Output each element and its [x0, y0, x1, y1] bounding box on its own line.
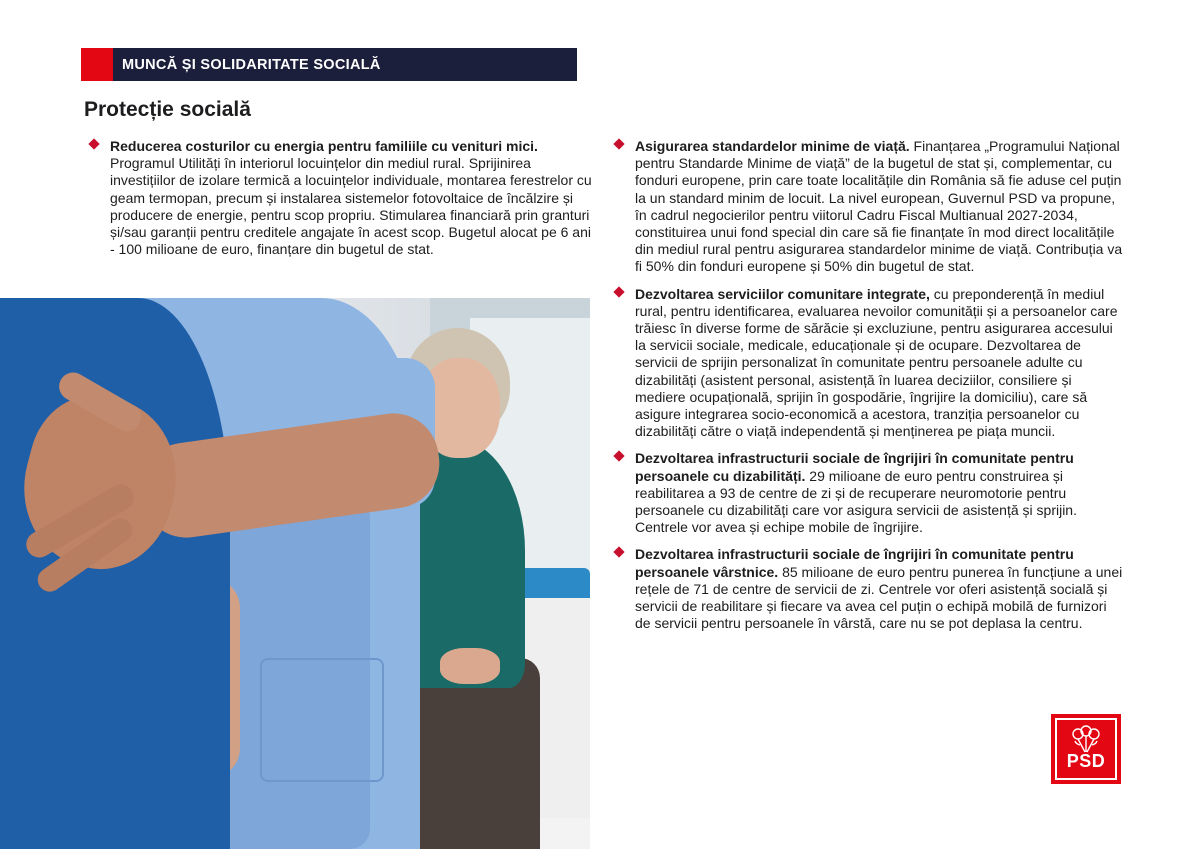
bullet-body: 29 milioane de euro pentru construirea și reabilitarea a 93 de centre de zi și de recuperare neuromotorie pentru persoanele cu dizabilități care vor asigura servicii de asistență și sprijin. Centrele vor avea și echipe mobile de îngrijire. [635, 467, 1077, 536]
diamond-bullet-icon [613, 451, 624, 462]
psd-logo [1051, 714, 1121, 784]
banner-accent [81, 48, 113, 81]
photo-nurse-pocket [260, 658, 384, 782]
bullet-title: Asigurarea standardelor minime de viață. [635, 138, 910, 154]
bullet-item [613, 286, 1123, 441]
right-column [613, 138, 1123, 642]
bullet-title: Reducerea costurilor cu energia pentru familiile cu venituri mici. [110, 138, 538, 154]
diamond-bullet-icon [613, 286, 624, 297]
bullet-body: Finanțarea „Programului Național pentru Standarde Minime de viață” de la bugetul de stat și, complementar, cu fonduri europene, prin care toate localitățile din România să fie aduse cel puțin la un standard minim de locuit. La nivel european, Guvernul PSD va propune, în cadrul negocierilor pentru viitorul Cadru Fiscal Multianual 2027-2034, constituirea unui fond special din care să fie finanțate în mod direct localitățile din mediul rural pentru asigurarea standardelor minime de viață. Contribuția va fi 50% din fonduri europene și 50% din bugetul de stat. [635, 138, 1123, 275]
diamond-bullet-icon [88, 138, 99, 149]
bullet-item [613, 138, 1123, 276]
bullet-body: Programul Utilități în interiorul locuințelor din mediul rural. Sprijinirea investițiilor de izolare termică a locuințelor individuale, montarea ferestrelor cu geam termopan, precum și instalarea sistemelor fotovoltaice de încălzire și producere de energie, pentru scop propriu. Stimularea financiară prin granturi și/sau garanții pentru creditele angajate în acest scop. Bugetul alocat pe 6 ani - 100 milioane de euro, finanțare din bugetul de stat. [110, 155, 592, 258]
bullet-body: cu preponderență în mediul rural, pentru identificarea, evaluarea nevoilor comunității și a persoanelor care trăiesc în diverse forme de sărăcie și excluziune, pentru asigurarea accesului la servicii sociale, medicale, educaționale și de ocupare. Dezvoltarea de servicii de sprijin personalizat în comunitate pentru persoanele adulte cu dizabilități (asistent personal, asistență în luarea deciziilor, consiliere și mediere ocupațională, sprijin în gospodărie, îngrijire la domiciliu), care să asigure integrarea socio-economică a acestora, tranziția persoanelor cu dizabilități către o viață independentă și menținerea pe piața muncii. [635, 285, 1118, 440]
bullet-title: Dezvoltarea infrastructurii sociale de îngrijiri în comunitate pentru persoanele vârstnice. [635, 546, 1074, 580]
bullet-title: Dezvoltarea infrastructurii sociale de îngrijiri în comunitate pentru persoanele cu dizabilități. [635, 450, 1074, 484]
page-title: Protecție socială [84, 98, 251, 121]
photo-patient [0, 298, 230, 849]
diamond-bullet-icon [613, 138, 624, 149]
bullet-body: 85 milioane de euro pentru punerea în funcțiune a unei rețele de 71 de centre de servicii de zi. Centrele vor oferi asistență socială și servicii de reabilitare și fiecare va avea cel puțin o echipă mobilă de furnizori de servicii pentru persoanele în vârstă, care nu se pot deplasa la centru. [635, 563, 1123, 632]
bullet-item [613, 546, 1123, 632]
left-column [88, 138, 598, 268]
photo-woman-hands [440, 648, 500, 684]
bullet-title: Dezvoltarea serviciilor comunitare integrate, [635, 285, 930, 302]
diamond-bullet-icon [613, 547, 624, 558]
section-banner [81, 48, 577, 81]
psd-logo-text: PSD [1066, 751, 1106, 771]
bullet-item [613, 450, 1123, 536]
section-label: MUNCĂ ȘI SOLIDARITATE SOCIALĂ [122, 56, 381, 73]
caregiver-photo [0, 298, 590, 849]
bullet-item [88, 138, 598, 258]
